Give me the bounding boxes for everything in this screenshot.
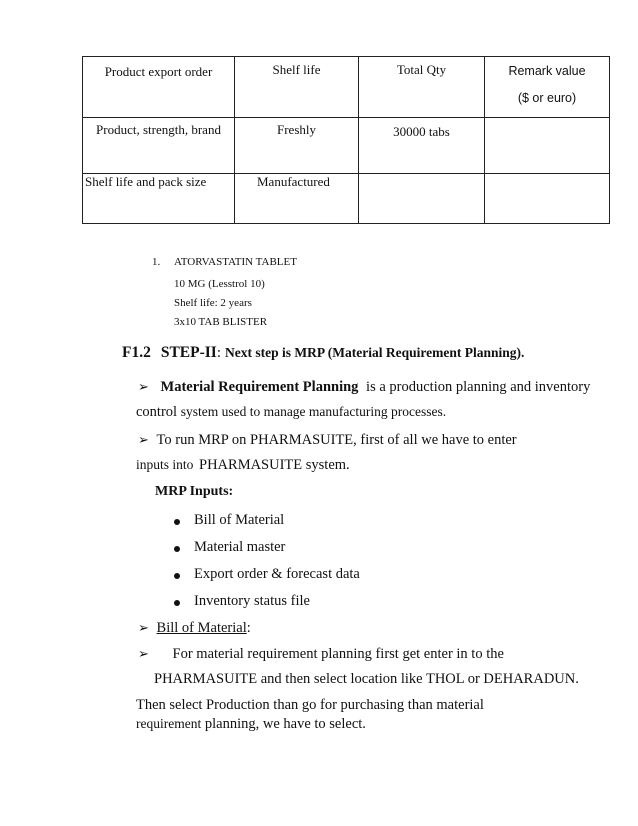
arrow-bullet-icon: ➢ bbox=[138, 380, 149, 395]
arrow-bullet-icon: ➢ bbox=[138, 433, 149, 448]
header-remark-value bbox=[485, 57, 609, 106]
cell-empty bbox=[359, 174, 484, 181]
table-cell bbox=[235, 118, 359, 174]
run-mrp-text: To run MRP on PHARMASUITE, first of all we have to enter bbox=[156, 432, 517, 448]
cell-manufactured: Manufactured bbox=[257, 174, 330, 189]
text-planning: planning, we have to select. bbox=[204, 716, 366, 732]
table-cell bbox=[485, 118, 610, 174]
mrp-inputs-heading: MRP Inputs: bbox=[155, 484, 234, 499]
text-inputs-into: inputs into bbox=[136, 457, 194, 472]
table-cell bbox=[83, 57, 235, 118]
table-cell bbox=[359, 57, 485, 118]
table-cell bbox=[83, 174, 235, 224]
bom-line1-text: For material requirement planning first get enter in to the bbox=[172, 646, 504, 662]
bom-line3: Then select Production than go for purchasing than material bbox=[136, 697, 484, 713]
cell-remark bbox=[485, 118, 609, 125]
list-item-text: Inventory status file bbox=[194, 593, 310, 609]
table-row bbox=[83, 174, 610, 224]
bullet-icon bbox=[174, 546, 180, 552]
section-colon: : bbox=[216, 345, 222, 361]
bom-line1 bbox=[138, 646, 504, 663]
product-pack: 3x10 TAB BLISTER bbox=[174, 316, 268, 328]
product-strength: 10 MG (Lesstrol 10) bbox=[174, 278, 265, 290]
text-system-used: system used to manage manufacturing processes. bbox=[180, 404, 447, 419]
bullet-icon bbox=[174, 519, 180, 525]
list-item-text: Material master bbox=[194, 539, 286, 555]
header-total-qty: Total Qty bbox=[396, 62, 447, 77]
section-heading bbox=[122, 344, 524, 362]
bullet-icon bbox=[174, 600, 180, 606]
product-export-table bbox=[82, 56, 610, 224]
cell-freshly: Freshly bbox=[277, 122, 316, 137]
header-shelf-life: Shelf life bbox=[272, 62, 321, 77]
arrow-bullet-icon: ➢ bbox=[138, 647, 149, 662]
bom-colon: : bbox=[246, 620, 251, 636]
header-product-export-order: Product export order bbox=[104, 64, 213, 79]
section-step: STEP-II bbox=[160, 344, 217, 361]
table-cell bbox=[359, 118, 485, 174]
product-name: ATORVASTATIN TABLET bbox=[174, 256, 297, 268]
cell-empty bbox=[485, 174, 609, 181]
bom-line4 bbox=[136, 716, 366, 733]
bom-label: Bill of Material bbox=[156, 620, 247, 636]
table-cell bbox=[485, 174, 610, 224]
mrp-definition-line1 bbox=[138, 379, 590, 396]
table-cell bbox=[235, 57, 359, 118]
run-mrp-line1 bbox=[138, 432, 517, 449]
arrow-bullet-icon: ➢ bbox=[138, 621, 149, 636]
mrp-definition-text: is a production planning and inventory bbox=[366, 379, 591, 395]
table-cell bbox=[359, 174, 485, 224]
product-shelf-life: Shelf life: 2 years bbox=[174, 297, 252, 309]
text-requirement: requirement bbox=[136, 716, 202, 731]
cell-total-qty: 30000 tabs bbox=[393, 124, 450, 139]
text-pharmasuite-system: PHARMASUITE system. bbox=[199, 457, 350, 473]
table-cell bbox=[485, 57, 610, 118]
table-cell bbox=[83, 118, 235, 174]
bullet-icon bbox=[174, 573, 180, 579]
bom-heading bbox=[138, 620, 251, 637]
mrp-definition-line2 bbox=[136, 404, 446, 421]
remark-line2: ($ or euro) bbox=[517, 91, 577, 105]
remark-line1: Remark value bbox=[508, 64, 586, 78]
list-item-text: Export order & forecast data bbox=[194, 566, 360, 582]
bom-line2: PHARMASUITE and then select location like THOL or DEHARADUN. bbox=[154, 671, 579, 687]
product-number: 1. bbox=[152, 256, 161, 268]
cell-product-strength-brand: Product, strength, brand bbox=[96, 122, 221, 137]
table-cell bbox=[235, 174, 359, 224]
cell-shelf-life-pack-size: Shelf life and pack size bbox=[85, 174, 207, 189]
list-item-text: Bill of Material bbox=[194, 512, 285, 528]
section-number: F1.2 bbox=[122, 344, 151, 361]
table-row bbox=[83, 118, 610, 174]
table-header-row bbox=[83, 57, 610, 118]
mrp-term: Material Requirement Planning bbox=[160, 379, 359, 395]
section-title: Next step is MRP (Material Requirement Planning). bbox=[225, 345, 525, 360]
run-mrp-line2 bbox=[136, 457, 350, 474]
text-control: control bbox=[136, 404, 178, 420]
